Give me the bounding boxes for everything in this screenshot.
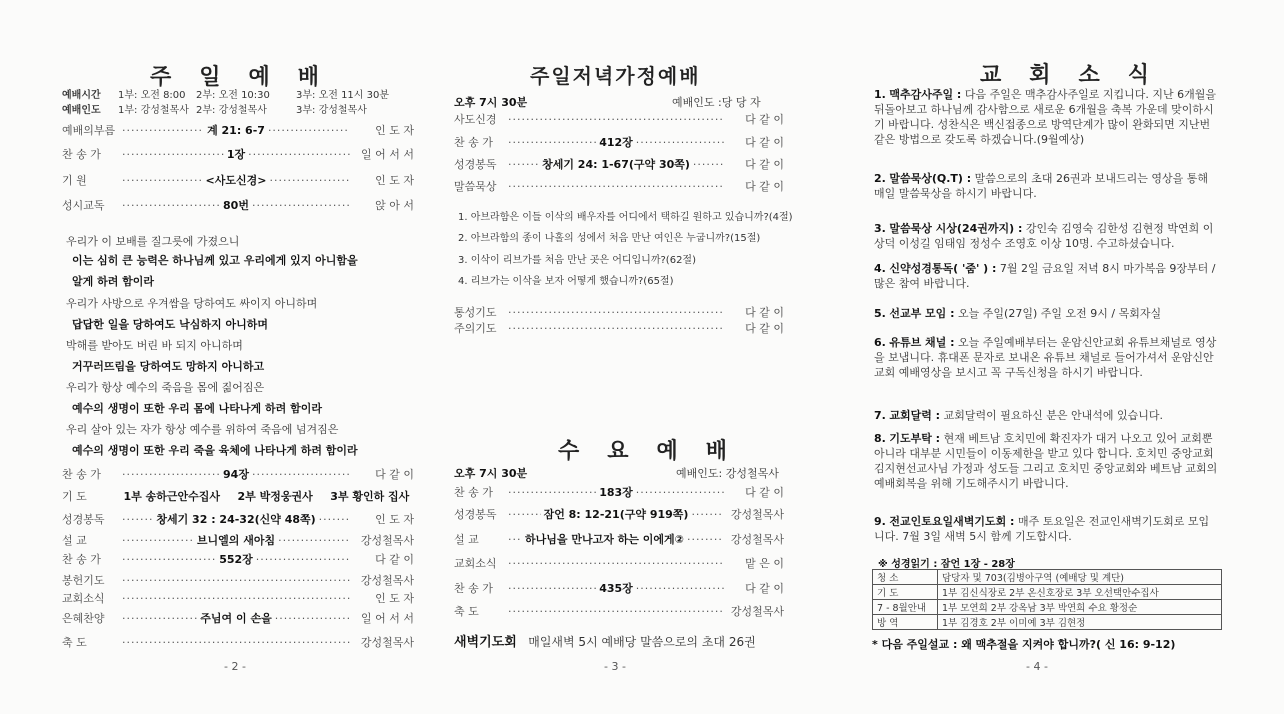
order-row: 찬 송 가 ····· 183장 ····· 다 같 이 xyxy=(454,484,784,500)
order-row: 축 도 ····· 강성철목사 xyxy=(62,634,414,650)
order-row: 찬 송 가 ····· 94장 ····· 다 같 이 xyxy=(62,466,414,482)
reading-line: 예수의 생명이 또한 우리 죽을 육체에 나타나게 하려 함이라 xyxy=(72,444,358,457)
order-row: 성시교독 ····· 80번 ····· 앉 아 서 xyxy=(62,197,414,213)
reading-line: 이는 심히 큰 능력은 하나님께 있고 우리에게 있지 아니함을 xyxy=(72,254,358,267)
table-row: 방 역 1부 김경호 2부 이미예 3부 김현정 xyxy=(873,615,1222,630)
service-time-1: 1부: 오전 8:00 xyxy=(118,90,186,101)
duty-table xyxy=(872,569,1222,630)
reading-line: 우리 살아 있는 자가 항상 예수를 위하여 죽음에 넘겨짐은 xyxy=(66,423,339,436)
news-item: 2. 말씀묵상(Q.T) : 말씀으로의 초대 26권과 보내드리는 영상을 통해 매일 말씀묵상을 하시기 바랍니다. xyxy=(874,172,1209,200)
reading-line: 박해를 받아도 버린 바 되지 아니하며 xyxy=(66,339,243,352)
next-sermon: * 다음 주일설교 : 왜 맥추절을 지켜야 합니까?( 신 16: 9-12) xyxy=(872,638,1176,651)
order-row: 성경봉독 ····· 창세기 32 : 24-32(신약 48쪽) ····· 인 도 자 xyxy=(62,511,414,527)
page-3 xyxy=(432,0,852,714)
reading-line: 거꾸러뜨림을 당하여도 망하지 아니하고 xyxy=(72,360,265,373)
page-title: 주일예배 xyxy=(150,65,348,90)
news-item: 4. 신약성경통독( '줌' ) : 7월 2일 금요일 저녁 8시 마가복음 9장부터 / 많은 참여 바랍니다. xyxy=(874,262,1216,290)
prayer-row: 기 도 1부 송하근안수집사 2부 박정웅권사 3부 황인하 집사 xyxy=(62,490,410,503)
news-item: 5. 선교부 모임 : 오늘 주일(27일) 주일 오전 9시 / 목회자실 xyxy=(874,307,1162,320)
order-row: 찬 송 가 ····· 412장 ····· 다 같 이 xyxy=(454,134,784,150)
reading-line: 답답한 일을 당하여도 낙심하지 아니하며 xyxy=(72,318,268,331)
order-row: 봉헌기도 ····· 강성철목사 xyxy=(62,572,414,588)
question: 3. 이삭이 리브가를 처음 만난 곳은 어디입니까?(62절) xyxy=(458,255,696,266)
order-row: 축 도 ····· 강성철목사 xyxy=(454,603,784,619)
page-4 xyxy=(852,0,1284,714)
question: 1. 아브라함은 이들 이삭의 배우자를 어디에서 택하길 원하고 있습니까?(4절) xyxy=(458,212,793,223)
order-row: 찬 송 가 ····· 1장 ····· 일 어 서 서 xyxy=(62,146,414,162)
page-number: - 3 - xyxy=(604,660,626,673)
order-row: 기 원 ····· <사도신경> ····· 인 도 자 xyxy=(62,172,414,188)
wednesday-title: 수요예배 xyxy=(558,439,756,464)
news-item: 1. 맥추감사주일 : 다음 주일은 맥추감사주일로 지킵니다. 지난 6개월을 뒤돌아보고 하나님께 감사함으로 새로운 6개월을 축복 가운데 맞이하시기 바랍니다. 성찬식은 백신접종으로 방역단계가 많이 완화되면 지난번 같은 방법으로 갖도록 하겠습니다.(9월예상) xyxy=(874,88,1216,146)
question: 4. 리브가는 이삭을 보자 어떻게 했습니까?(65절) xyxy=(458,276,674,287)
leader-2: 2부: 강성철목사 xyxy=(196,105,267,116)
table-row: 기 도 1부 김신식장로 2부 온신호장로 3부 오선택안수집사 xyxy=(873,585,1222,600)
order-row: 찬 송 가 ····· 435장 ····· 다 같 이 xyxy=(454,580,784,596)
order-row: 주의기도 ····· 다 같 이 xyxy=(454,320,784,336)
leader-3: 3부: 강성철목사 xyxy=(296,105,367,116)
news-item: 7. 교회달력 : 교회달력이 필요하신 분은 안내석에 있습니다. xyxy=(874,409,1163,422)
reading-line: 알게 하려 함이라 xyxy=(72,275,155,288)
news-item: 3. 말씀묵상 시상(24권까지) : 강인숙 김영숙 김한성 김현정 박연희 이상덕 이성길 임태임 정성수 조영호 이상 10명. 수고하셨습니다. xyxy=(874,222,1214,250)
order-row: 교회소식 ····· 맡 은 이 xyxy=(454,555,784,571)
dawn-prayer: 새벽기도회 매일새벽 5시 예배당 말씀으로의 초대 26권 xyxy=(454,635,756,650)
bible-reading: ※ 성경읽기 : 잠언 1장 - 28장 xyxy=(878,559,1015,570)
service-time-2: 2부: 오전 10:30 xyxy=(196,90,270,101)
wednesday-leader: 예배인도: 강성철목사 xyxy=(676,467,779,480)
order-row: 찬 송 가 ····· 552장 ····· 다 같 이 xyxy=(62,551,414,567)
service-time-3: 3부: 오전 11시 30분 xyxy=(296,90,390,101)
question: 2. 아브라함의 종이 나홀의 성에서 처음 만난 여인은 누굽니까?(15절) xyxy=(458,233,761,244)
evening-time: 오후 7시 30분 xyxy=(454,96,528,109)
reading-line: 우리가 사방으로 우겨쌈을 당하여도 싸이지 아니하며 xyxy=(66,297,318,310)
reading-line: 우리가 이 보배를 질그릇에 가졌으니 xyxy=(66,235,240,248)
evening-leader: 예배인도 :당 당 자 xyxy=(672,96,761,109)
order-row: 설 교 ····· 브니엘의 새아침 ····· 강성철목사 xyxy=(62,532,414,548)
page-title: 교회소식 xyxy=(980,63,1178,88)
reading-line: 우리가 항상 예수의 죽음을 몸에 짊어짐은 xyxy=(66,381,265,394)
reading-line: 예수의 생명이 또한 우리 몸에 나타나게 하려 함이라 xyxy=(72,402,322,415)
page-title: 주일저녁가정예배 xyxy=(530,64,701,88)
order-row: 교회소식 ····· 인 도 자 xyxy=(62,590,414,606)
order-row: 사도신경 ····· 다 같 이 xyxy=(454,111,784,127)
order-row: 통성기도 ····· 다 같 이 xyxy=(454,304,784,320)
news-item: 8. 기도부탁 : 현재 베트남 호치민에 확진자가 대거 나오고 있어 교회뿐 아니라 대부분 시민들이 이동제한을 받고 있다 합니다. 호치민 중앙교회 김지현선교사님 가정과 성도들 그리고 호치민 중앙교회와 베트남 교회의 예배회복을 위해 기도해주시기 바랍니다. xyxy=(874,432,1218,490)
leader-label: 예배인도 xyxy=(62,105,101,116)
order-row: 성경봉독 ····· 잠언 8: 12-21(구약 919쪽) ····· 강성철목사 xyxy=(454,506,784,522)
order-row: 예배의부름 ····· 계 21: 6-7 ····· 인 도 자 xyxy=(62,122,414,138)
page-number: - 4 - xyxy=(1026,660,1048,673)
news-item: 6. 유튜브 채널 : 오늘 주일예배부터는 운암신안교회 유튜브채널로 영상을 보냅니다. 휴대폰 문자로 보내온 유튜브 채널로 들어가셔서 운암신안교회 예배영상을 보시고 꼭 구독신청을 하시기 바랍니다. xyxy=(874,336,1217,379)
order-row: 말씀묵상 ····· 다 같 이 xyxy=(454,178,784,194)
order-row: 설 교 ····· 하나님을 만나고자 하는 이에게② ····· 강성철목사 xyxy=(454,531,784,547)
table-row: 청 소 담당자 및 703(김병아구역 (예배당 및 계단) xyxy=(873,570,1222,585)
page-2 xyxy=(0,0,432,714)
leader-1: 1부: 강성철목사 xyxy=(118,105,189,116)
news-item: 9. 전교인토요일새벽기도회 : 매주 토요일은 전교인새벽기도회로 모입니다. 7월 3일 새벽 5시 함께 기도합시다. xyxy=(874,515,1210,543)
page-number: - 2 - xyxy=(224,660,246,673)
service-time-label: 예배시간 xyxy=(62,90,101,101)
table-row: 7 - 8월안내 1부 모연희 2부 강옥남 3부 박연희 수요 황정순 xyxy=(873,600,1222,615)
wednesday-time: 오후 7시 30분 xyxy=(454,467,528,480)
order-row: 성경봉독 ····· 창세기 24: 1-67(구약 30쪽) ····· 다 같 이 xyxy=(454,156,784,172)
order-row: 은혜찬양 ····· 주님여 이 손을 ····· 일 어 서 서 xyxy=(62,610,414,626)
